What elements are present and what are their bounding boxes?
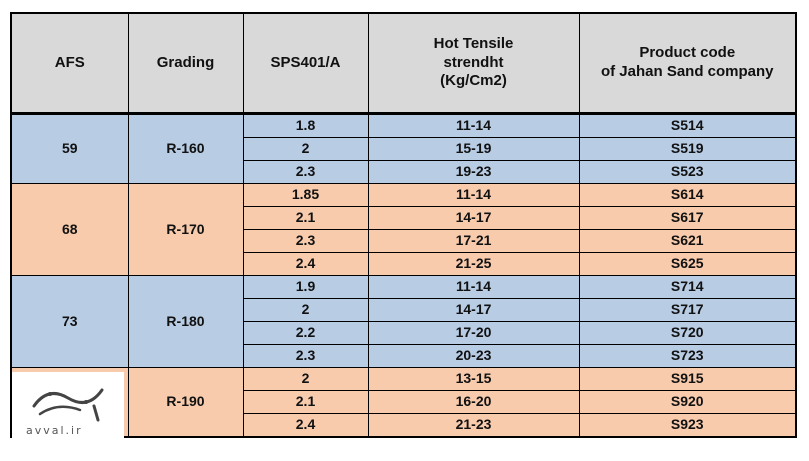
grading-cell: R-190 xyxy=(128,368,243,438)
product-code-cell: S923 xyxy=(579,414,796,438)
sps-cell: 1.9 xyxy=(243,276,368,299)
sps-cell: 2 xyxy=(243,368,368,391)
product-code-cell: S915 xyxy=(579,368,796,391)
product-code-cell: S625 xyxy=(579,253,796,276)
product-code-cell: S514 xyxy=(579,114,796,138)
header-grading: Grading xyxy=(128,13,243,114)
watermark-logo-icon xyxy=(28,376,108,424)
tensile-cell: 14-17 xyxy=(368,299,579,322)
afs-cell: 59 xyxy=(11,114,128,184)
tensile-cell: 16-20 xyxy=(368,391,579,414)
sps-cell: 2.1 xyxy=(243,207,368,230)
tensile-cell: 20-23 xyxy=(368,345,579,368)
product-code-cell: S717 xyxy=(579,299,796,322)
afs-cell: 68 xyxy=(11,184,128,276)
sps-cell: 2.3 xyxy=(243,161,368,184)
tensile-cell: 13-15 xyxy=(368,368,579,391)
tensile-cell: 11-14 xyxy=(368,184,579,207)
product-code-cell: S720 xyxy=(579,322,796,345)
table-row xyxy=(11,276,796,299)
tensile-cell: 11-14 xyxy=(368,276,579,299)
sps-cell: 2 xyxy=(243,138,368,161)
header-sps: SPS401/A xyxy=(243,13,368,114)
sps-cell: 2.4 xyxy=(243,253,368,276)
grading-cell: R-160 xyxy=(128,114,243,184)
table-row xyxy=(11,368,796,391)
product-code-cell: S519 xyxy=(579,138,796,161)
header-product-code xyxy=(579,13,796,114)
watermark xyxy=(12,372,124,450)
product-code-cell: S614 xyxy=(579,184,796,207)
header-afs: AFS xyxy=(11,13,128,114)
table-row xyxy=(11,184,796,207)
header-tensile-line3: (Kg/Cm2) xyxy=(440,72,507,90)
header-tensile-line1: Hot Tensile xyxy=(433,34,514,52)
product-code-cell: S617 xyxy=(579,207,796,230)
sps-cell: 2.3 xyxy=(243,230,368,253)
header-code-line1: Product code xyxy=(639,44,736,62)
product-code-cell: S621 xyxy=(579,230,796,253)
tensile-cell: 17-20 xyxy=(368,322,579,345)
tensile-cell: 11-14 xyxy=(368,114,579,138)
sps-cell: 1.8 xyxy=(243,114,368,138)
sps-cell: 2.2 xyxy=(243,322,368,345)
sps-cell: 2 xyxy=(243,299,368,322)
tensile-cell: 15-19 xyxy=(368,138,579,161)
header-tensile xyxy=(368,13,579,114)
tensile-cell: 21-25 xyxy=(368,253,579,276)
afs-cell: 73 xyxy=(11,276,128,368)
product-code-cell: S714 xyxy=(579,276,796,299)
table-body xyxy=(11,114,796,438)
sps-cell: 1.85 xyxy=(243,184,368,207)
header-row xyxy=(11,13,796,114)
sps-cell: 2.1 xyxy=(243,391,368,414)
grading-cell: R-180 xyxy=(128,276,243,368)
product-code-cell: S523 xyxy=(579,161,796,184)
sps-cell: 2.4 xyxy=(243,414,368,438)
header-code-line2: of Jahan Sand company xyxy=(600,63,774,80)
sps-cell: 2.3 xyxy=(243,345,368,368)
table-row xyxy=(11,114,796,138)
grading-cell: R-170 xyxy=(128,184,243,276)
header-tensile-line2: strendht xyxy=(443,53,504,71)
product-spec-table xyxy=(10,12,797,438)
tensile-cell: 19-23 xyxy=(368,161,579,184)
product-code-cell: S920 xyxy=(579,391,796,414)
tensile-cell: 21-23 xyxy=(368,414,579,438)
tensile-cell: 14-17 xyxy=(368,207,579,230)
tensile-cell: 17-21 xyxy=(368,230,579,253)
watermark-site: avval.ir xyxy=(26,424,83,437)
product-code-cell: S723 xyxy=(579,345,796,368)
